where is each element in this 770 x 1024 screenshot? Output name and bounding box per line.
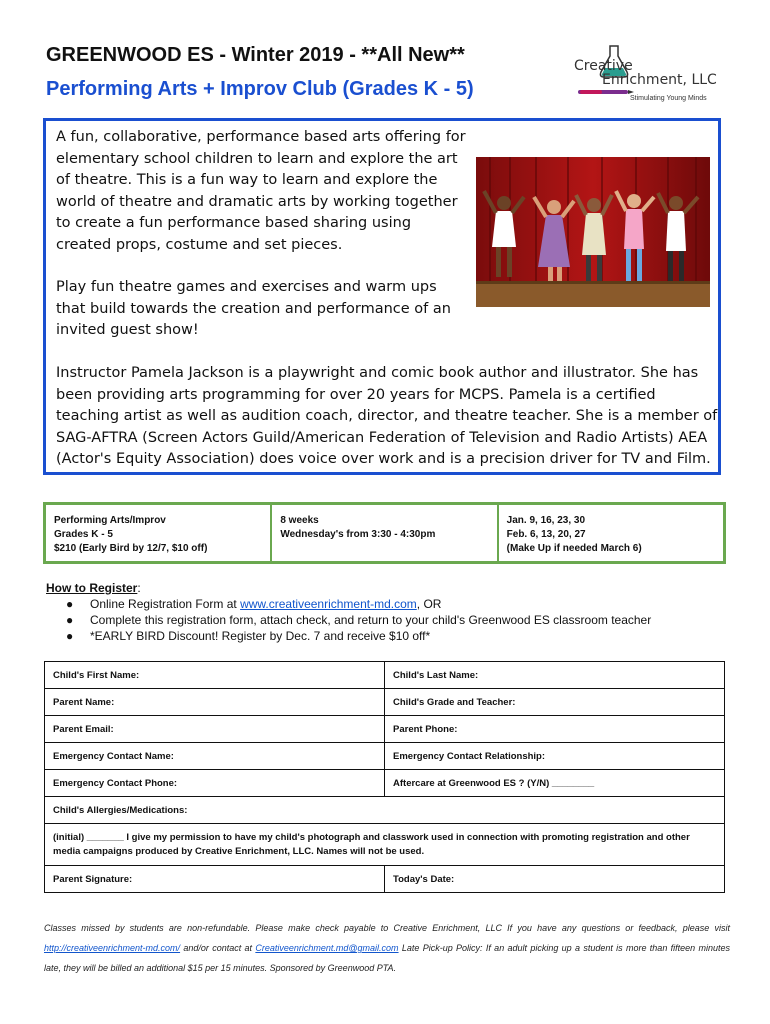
photo-permission-field[interactable]: (initial) _______ I give my permission to have my child's photograph and classwork used in connection with promoting registration and other media campaigns produced by Creative Enrichment, LLC. Names will not be used. <box>45 824 725 866</box>
footer-text-part2: and/or contact at <box>180 943 256 953</box>
logo-text-enrichment: Enrichment, LLC <box>602 72 717 88</box>
course-grades: Grades K - 5 <box>54 529 113 540</box>
registration-form-table <box>44 661 725 893</box>
register-option-paper <box>46 612 651 628</box>
instructor-bio: Instructor Pamela Jackson is a playwright and comic book author and illustrator. She has been providing arts programming for over 20 years for MCPS. Pamela is a certified teaching artist as well as audition coach, director, and theatre teacher. She is a member of SAG-AFTRA (Screen Actors Guild/American Federation of Television and Radio Artists) AEA (Actor's Equity Association) does voice over work and is a precision driver for TV and Film. <box>56 365 718 467</box>
footer-policy-text <box>44 918 730 978</box>
children-performing-on-stage-photo <box>476 157 710 307</box>
register-option-early-bird <box>46 628 651 644</box>
table-row <box>45 743 725 770</box>
allergies-medications-field[interactable]: Child's Allergies/Medications: <box>45 797 725 824</box>
table-row <box>45 662 725 689</box>
table-row <box>45 689 725 716</box>
how-to-register-section <box>46 580 651 644</box>
register-heading-line <box>46 580 651 596</box>
course-price: $210 (Early Bird by 12/7, $10 off) <box>54 543 208 554</box>
page-subtitle: Performing Arts + Improv Club (Grades K - 5) <box>46 78 474 100</box>
dates-january: Jan. 9, 16, 23, 30 <box>506 515 586 526</box>
dates-makeup: (Make Up if needed March 6) <box>506 543 642 554</box>
register-options-list <box>46 596 651 644</box>
course-schedule <box>270 505 496 561</box>
table-row <box>45 797 725 824</box>
course-time: Wednesday's from 3:30 - 4:30pm <box>280 529 436 540</box>
page-title: GREENWOOD ES - Winter 2019 - **All New** <box>46 44 465 66</box>
course-details <box>46 505 270 561</box>
table-row <box>45 770 725 797</box>
register-heading-colon: : <box>137 581 141 595</box>
description-paragraph-2: Play fun theatre games and exercises and warm ups that build towards the creation and performance of an invited guest show! <box>56 279 451 338</box>
parent-name-field[interactable]: Parent Name: <box>45 689 385 716</box>
parent-phone-field[interactable]: Parent Phone: <box>385 716 725 743</box>
description-box <box>43 118 721 475</box>
course-info-box <box>43 502 726 564</box>
table-row <box>45 824 725 866</box>
bullet-icon: ● <box>66 597 74 611</box>
emergency-contact-phone-field[interactable]: Emergency Contact Phone: <box>45 770 385 797</box>
dates-february: Feb. 6, 13, 20, 27 <box>506 529 586 540</box>
parent-email-field[interactable]: Parent Email: <box>45 716 385 743</box>
course-dates <box>497 505 723 561</box>
register-heading: How to Register <box>46 581 138 595</box>
register-option-online <box>46 596 651 612</box>
parent-signature-field[interactable]: Parent Signature: <box>45 866 385 893</box>
website-link[interactable]: http://creativeenrichment-md.com/ <box>44 943 181 953</box>
creative-enrichment-logo <box>570 42 720 112</box>
aftercare-field[interactable]: Aftercare at Greenwood ES ? (Y/N) ________ <box>385 770 725 797</box>
emergency-contact-name-field[interactable]: Emergency Contact Name: <box>45 743 385 770</box>
footer-text-part3: Late Pick-up Policy: If an adult picking up a student is more than fifteen minutes late, they will be billed an additional $15 per 15 minutes. Sponsored by Greenwood PTA. <box>44 943 730 973</box>
email-link[interactable]: Creativeenrichment.md@gmail.com <box>255 943 399 953</box>
course-duration: 8 weeks <box>280 515 319 526</box>
footer-text-part1: Classes missed by students are non-refundable. Please make check payable to Creative Enrichment, LLC If you have any questions or feedback, please visit <box>44 923 730 933</box>
logo-text-creative: Creative <box>574 58 633 74</box>
register-option-paper-text: Complete this registration form, attach check, and return to your child's Greenwood ES classroom teacher <box>90 613 652 627</box>
child-grade-teacher-field[interactable]: Child's Grade and Teacher: <box>385 689 725 716</box>
logo-tagline: Stimulating Young Minds <box>630 95 707 102</box>
course-name: Performing Arts/Improv <box>54 515 166 526</box>
register-option-early-bird-text: *EARLY BIRD Discount! Register by Dec. 7 and receive $10 off* <box>90 629 431 643</box>
register-option-online-suffix: , OR <box>416 597 442 611</box>
todays-date-field[interactable]: Today's Date: <box>385 866 725 893</box>
bullet-icon: ● <box>66 613 74 627</box>
description-paragraph-1: A fun, collaborative, performance based arts offering for elementary school children to learn and explore the art of theatre. This is a fun way to learn and explore the world of theatre and dramatic arts by working together to create a fun performance based sharing using created props, costume and set pieces. <box>56 129 466 253</box>
emergency-contact-relationship-field[interactable]: Emergency Contact Relationship: <box>385 743 725 770</box>
child-first-name-field[interactable]: Child's First Name: <box>45 662 385 689</box>
table-row <box>45 866 725 893</box>
table-row <box>45 716 725 743</box>
registration-website-link[interactable]: www.creativeenrichment-md.com <box>240 597 417 611</box>
bullet-icon: ● <box>66 629 74 643</box>
register-option-online-prefix: Online Registration Form at <box>90 597 241 611</box>
child-last-name-field[interactable]: Child's Last Name: <box>385 662 725 689</box>
